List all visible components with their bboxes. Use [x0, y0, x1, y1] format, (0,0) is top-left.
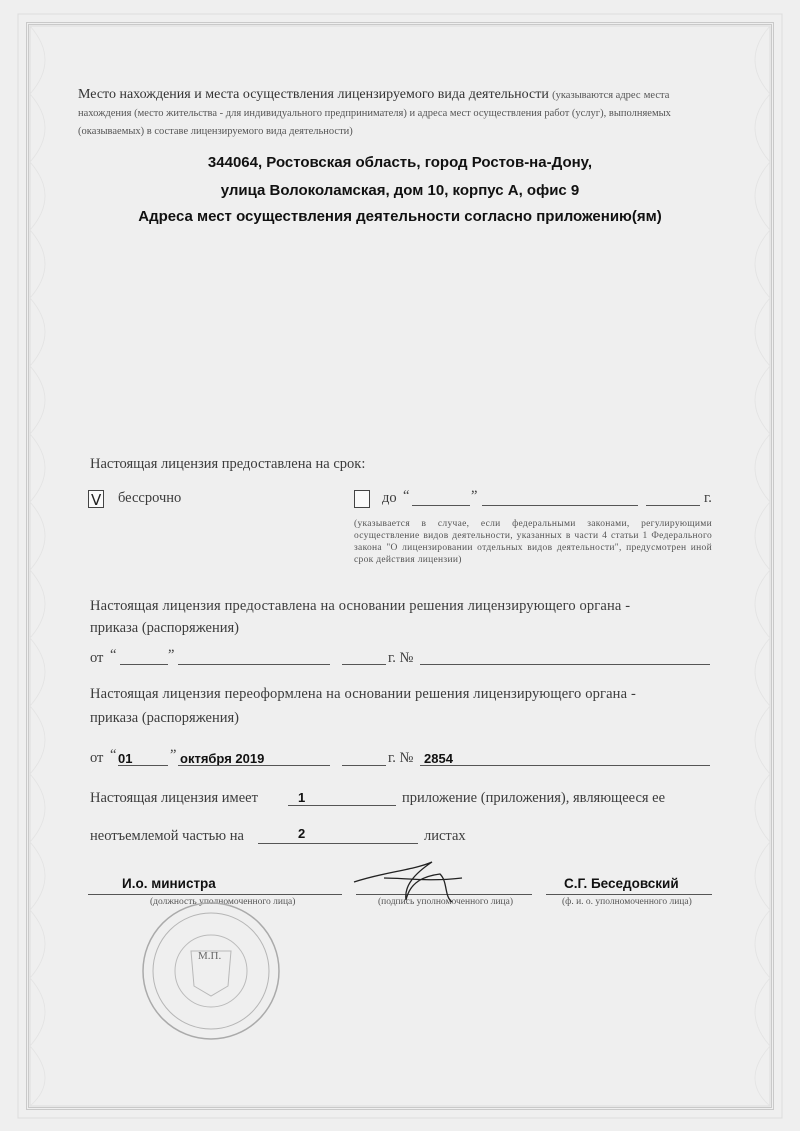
appendix-count-line	[288, 805, 396, 806]
handwritten-signature	[344, 852, 474, 912]
reissue-line-2: приказа (распоряжения)	[90, 710, 239, 726]
reissue-from-label: от	[90, 750, 104, 766]
until-year-suffix: г.	[704, 490, 712, 506]
appendix-count: 1	[298, 790, 306, 805]
name-caption: (ф. и. о. уполномоченного лица)	[562, 897, 692, 907]
until-year-line	[646, 505, 700, 506]
location-header-note-rest: места нахождения (место жительства - для индивидуального предпринимателя) и адреса мест осуществления работ (услуг), выполняемых (оказываемых) в составе лицензируемого вида деятельности)	[78, 90, 671, 137]
address-line-1: 344064, Ростовская область, город Ростов-на-Дону,	[207, 154, 593, 171]
appendix-sheets-line	[258, 843, 418, 844]
until-label: до	[382, 490, 397, 506]
location-header-title: Место нахождения и места осуществления лицензируемого вида деятельности	[78, 87, 549, 102]
basis-quote-close: ”	[168, 647, 175, 663]
term-note: (указывается в случае, если федеральными законами, регулирующими осуществление видов деятельности, указанных в части 4 статьи 1 Федерального закона "О лицензировании отдельных видов деятельности", предусмотрен иной срок действия лицензии)	[354, 519, 712, 565]
appendix-text-3: неотъемлемой частью на	[90, 828, 244, 844]
checkmark: V	[91, 491, 102, 509]
signature-caption: (подпись уполномоченного лица)	[378, 897, 514, 907]
position-caption: (должность уполномоченного лица)	[150, 897, 296, 907]
location-header-note-inline: (указываются адрес	[552, 90, 641, 101]
reissue-month-line	[178, 765, 330, 766]
appendix-sheets: 2	[298, 826, 306, 841]
until-checkbox[interactable]	[354, 490, 370, 508]
basis-month-line	[178, 664, 330, 665]
until-quote-close: ”	[471, 488, 478, 504]
basis-line-2: приказа (распоряжения)	[90, 620, 239, 636]
basis-day-line	[120, 664, 168, 665]
appendix-text-1: Настоящая лицензия имеет	[90, 790, 258, 806]
until-month-line	[482, 505, 638, 506]
reissue-year-suffix: г. №	[388, 750, 414, 766]
reissue-year-line	[342, 765, 386, 766]
until-quote-open: “	[403, 488, 410, 504]
basis-from-label: от	[90, 650, 104, 666]
location-header	[78, 86, 718, 140]
reissue-day-line	[118, 765, 168, 766]
until-day-line	[412, 505, 470, 506]
official-seal	[136, 896, 286, 1046]
basis-year-suffix: г. №	[388, 650, 414, 666]
reissue-quote-open: “	[110, 747, 117, 763]
address-line-2: улица Волоколамская, дом 10, корпус А, офис 9	[220, 182, 580, 199]
signatory-position: И.о. министра	[122, 876, 216, 891]
reissue-quote-close: ”	[170, 747, 177, 763]
indefinite-checkbox[interactable]	[88, 490, 104, 508]
address-line-3: Адреса мест осуществления деятельности согласно приложению(ям)	[138, 208, 662, 225]
term-label: Настоящая лицензия предоставлена на срок:	[90, 456, 366, 472]
reissue-day-value: 01	[118, 751, 133, 766]
reissue-month-value: октября 2019	[180, 751, 265, 766]
reissue-line-1: Настоящая лицензия переоформлена на основании решения лицензирующего органа -	[90, 686, 636, 702]
basis-number-line	[420, 664, 710, 665]
name-line	[546, 894, 712, 895]
position-line	[88, 894, 342, 895]
basis-quote-open: “	[110, 647, 117, 663]
reissue-number-line	[420, 765, 710, 766]
appendix-text-4: листах	[424, 828, 466, 844]
basis-line-1: Настоящая лицензия предоставлена на основании решения лицензирующего органа -	[90, 598, 631, 614]
reissue-number-value: 2854	[424, 751, 453, 766]
signatory-name: С.Г. Беседовский	[564, 876, 679, 891]
indefinite-label: бессрочно	[118, 490, 182, 506]
basis-year-line	[342, 664, 386, 665]
appendix-text-2: приложение (приложения), являющееся ее	[402, 790, 666, 806]
stamp-label: М.П.	[198, 950, 222, 962]
